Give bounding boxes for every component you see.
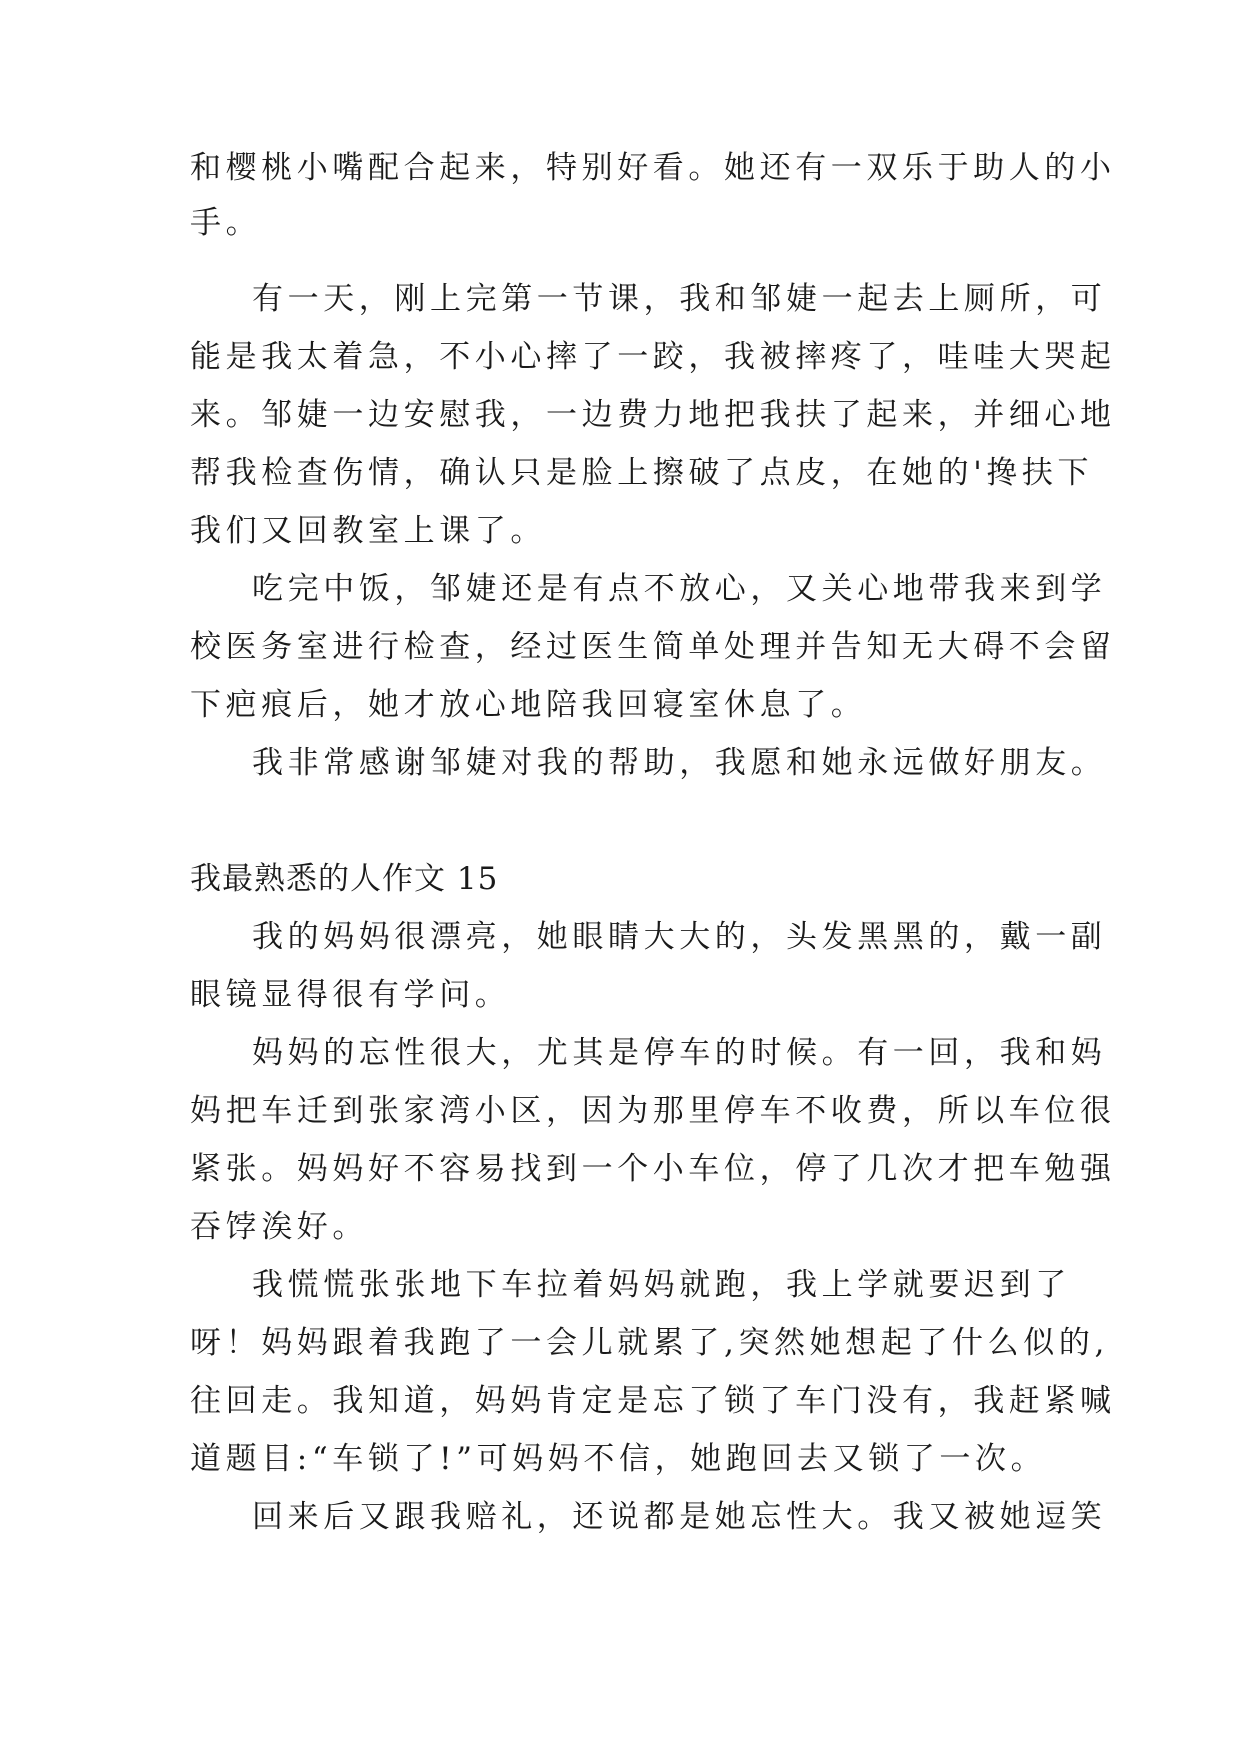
paragraph-line: 下疤痕后，她才放心地陪我回寝室休息了。 bbox=[190, 687, 867, 723]
paragraph-line: 帮我检查伤情，确认只是脸上擦破了点皮，在她的'搀扶下 bbox=[190, 455, 1094, 491]
section-heading: 我最熟悉的人作文 15 bbox=[190, 861, 499, 897]
paragraph-line: 吞饽涘好。 bbox=[190, 1209, 368, 1245]
paragraph-line: 能是我太着急，不小心摔了一跤，我被摔疼了，哇哇大哭起 bbox=[190, 339, 1116, 375]
paragraph-line: 紧张。妈妈好不容易找到一个小车位，停了几次才把车勉强 bbox=[190, 1151, 1116, 1187]
paragraph-line: 我们又回教室上课了。 bbox=[190, 513, 546, 549]
paragraph-line: 我的妈妈很漂亮，她眼睛大大的，头发黑黑的，戴一副 bbox=[252, 919, 1107, 955]
paragraph-line: 吃完中饭，邹婕还是有点不放心，又关心地带我来到学 bbox=[252, 571, 1107, 607]
paragraph-line: 妈把车迁到张家湾小区，因为那里停车不收费，所以车位很 bbox=[190, 1093, 1116, 1129]
paragraph-line: 我非常感谢邹婕对我的帮助，我愿和她永远做好朋友。 bbox=[252, 745, 1107, 781]
paragraph-line: 手。 bbox=[190, 205, 262, 241]
paragraph-line: 眼镜显得很有学问。 bbox=[190, 977, 511, 1013]
paragraph-line: 有一天，刚上完第一节课，我和邹婕一起去上厕所，可 bbox=[252, 281, 1107, 317]
paragraph-line: 妈妈的忘性很大，尤其是停车的时候。有一回，我和妈 bbox=[252, 1035, 1107, 1071]
paragraph-line: 回来后又跟我赔礼，还说都是她忘性大。我又被她逗笑 bbox=[252, 1499, 1107, 1535]
paragraph-line: 校医务室进行检查，经过医生简单处理并告知无大碍不会留 bbox=[190, 629, 1116, 665]
paragraph-line: 呀！妈妈跟着我跑了一会儿就累了,突然她想起了什么似的, bbox=[190, 1325, 1109, 1361]
paragraph-line: 道题目:“车锁了!”可妈妈不信，她跑回去又锁了一次。 bbox=[190, 1441, 1047, 1477]
paragraph-line: 我慌慌张张地下车拉着妈妈就跑，我上学就要迟到了 bbox=[252, 1267, 1071, 1303]
paragraph-line: 来。邹婕一边安慰我，一边费力地把我扶了起来，并细心地 bbox=[190, 397, 1116, 433]
paragraph-line: 和樱桃小嘴配合起来，特别好看。她还有一双乐于助人的小 bbox=[190, 150, 1116, 186]
paragraph-line: 往回走。我知道，妈妈肯定是忘了锁了车门没有，我赶紧喊 bbox=[190, 1383, 1116, 1419]
